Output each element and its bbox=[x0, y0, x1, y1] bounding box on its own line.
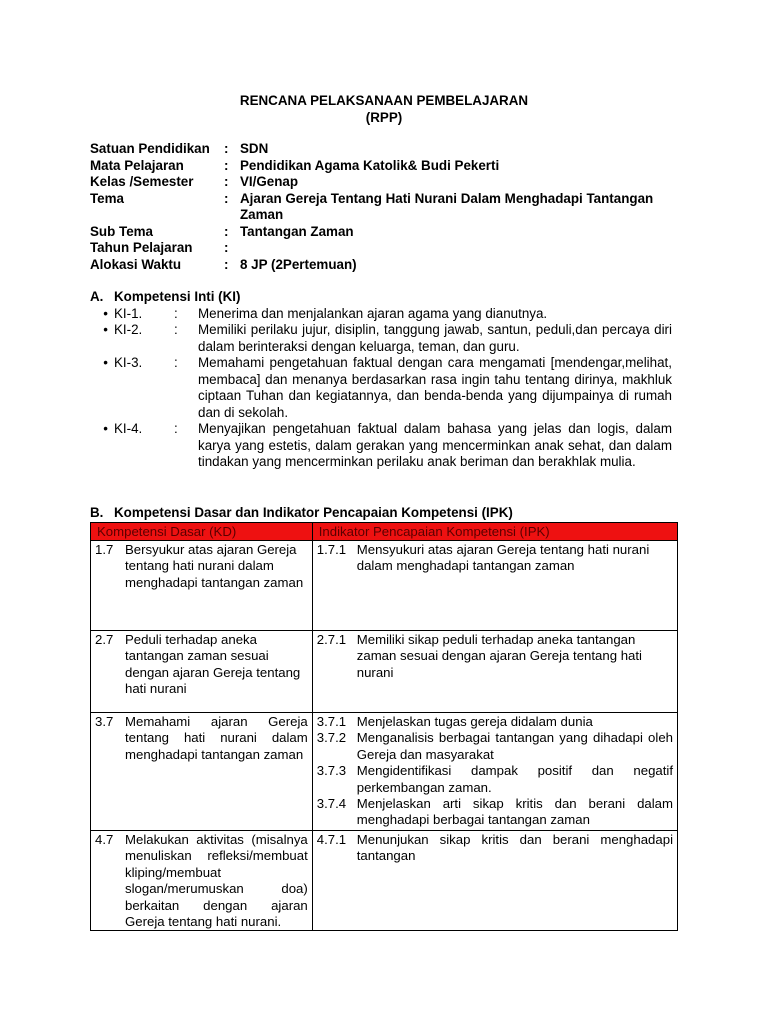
meta-value: SDN bbox=[240, 141, 269, 156]
section-title: Kompetensi Dasar dan Indikator Pencapaian Kompetensi (IPK) bbox=[114, 505, 513, 520]
meta-label: Tahun Pelajaran bbox=[90, 240, 193, 255]
ipk-number: 3.7.4 bbox=[316, 796, 347, 812]
kd-cell bbox=[91, 831, 313, 931]
meta-label: Mata Pelajaran bbox=[90, 157, 184, 173]
kd-number: 3.7 bbox=[95, 714, 114, 729]
section-title: Kompetensi Inti (KI) bbox=[114, 289, 241, 304]
ki-colon: : bbox=[174, 322, 178, 337]
title-line-2: (RPP) bbox=[365, 109, 403, 125]
table-row bbox=[91, 541, 678, 631]
meta-value bbox=[240, 240, 680, 257]
ki-item bbox=[90, 322, 680, 355]
meta-value: Tantangan Zaman bbox=[240, 223, 354, 239]
ipk-number: 4.7.1 bbox=[316, 832, 347, 847]
kd-number: 2.7 bbox=[95, 632, 114, 647]
meta-colon: : bbox=[224, 223, 229, 239]
ki-item bbox=[90, 306, 680, 323]
column-header-ipk: Indikator Pencapaian Kompetensi (IPK) bbox=[312, 523, 677, 541]
ki-text: Menyajikan pengetahuan faktual dalam bahasa yang jelas dan logis, dalam karya yang estetis, dalam gerakan yang mencerminkan anak sehat, dan dalam tindakan yang mencerminkan perilaku anak beriman dan berakhlak mulia. bbox=[198, 421, 672, 469]
ipk-cell bbox=[312, 541, 677, 631]
meta-colon: : bbox=[224, 256, 229, 272]
bullet-icon: • bbox=[103, 355, 108, 370]
meta-label: Satuan Pendidikan bbox=[90, 141, 210, 156]
meta-colon: : bbox=[224, 141, 229, 156]
ipk-number: 2.7.1 bbox=[316, 632, 347, 647]
ki-code: KI-2. bbox=[114, 322, 143, 337]
identity-block bbox=[90, 141, 690, 273]
table-row bbox=[91, 713, 678, 831]
ipk-cell bbox=[312, 831, 677, 931]
section-kompetensi-inti bbox=[90, 289, 680, 471]
meta-row-tema bbox=[90, 191, 690, 224]
table-row bbox=[91, 631, 678, 713]
meta-label: Kelas /Semester bbox=[90, 174, 194, 189]
meta-colon: : bbox=[224, 157, 229, 173]
ipk-number: 3.7.1 bbox=[316, 714, 347, 729]
document-title bbox=[0, 93, 768, 126]
meta-row-satuan bbox=[90, 141, 690, 158]
kd-ipk-table bbox=[90, 522, 678, 931]
kd-cell bbox=[91, 631, 313, 713]
ki-code: KI-4. bbox=[114, 421, 143, 436]
bullet-icon: • bbox=[103, 305, 108, 321]
kd-text: Bersyukur atas ajaran Gereja tentang hati nurani dalam menghadapi tantangan zaman bbox=[125, 542, 304, 590]
section-letter: A. bbox=[90, 289, 104, 304]
ki-item bbox=[90, 355, 680, 421]
meta-value: 8 JP (2Pertemuan) bbox=[240, 256, 357, 272]
ipk-number: 3.7.2 bbox=[316, 730, 347, 746]
ki-colon: : bbox=[174, 305, 178, 321]
section-letter: B. bbox=[90, 505, 104, 520]
ipk-text: Mensyukuri atas ajaran Gereja tentang hati nurani dalam menghadapi tantangan zaman bbox=[356, 542, 650, 574]
ipk-text: Menjelaskan arti sikap kritis dan berani dalam menghadapi berbagai tantangan zaman bbox=[356, 796, 673, 828]
ki-text: Memiliki perilaku jujur, disiplin, tanggung jawab, santun, peduli,dan percaya diri dalam berinteraksi dengan keluarga, teman, dan guru. bbox=[198, 322, 672, 354]
meta-colon: : bbox=[224, 174, 229, 189]
ipk-number: 1.7.1 bbox=[316, 542, 347, 557]
table-row bbox=[91, 831, 678, 931]
ki-text: Menerima dan menjalankan ajaran agama yang dianutnya. bbox=[198, 305, 548, 321]
kd-number: 1.7 bbox=[95, 542, 114, 557]
meta-row-kelas bbox=[90, 174, 690, 191]
kd-number: 4.7 bbox=[95, 832, 114, 847]
kd-cell bbox=[91, 713, 313, 831]
bullet-icon: • bbox=[103, 421, 108, 436]
ki-code: KI-1. bbox=[114, 305, 143, 321]
meta-row-subtema bbox=[90, 224, 690, 241]
kd-text: Melakukan aktivitas (misalnya menuliskan refleksi/membuat kliping/membuat slogan/merumuskan doa) berkaitan dengan ajaran Gereja tentang hati nurani. bbox=[125, 832, 308, 930]
ipk-text: Mengidentifikasi dampak positif dan negatif perkembangan zaman. bbox=[356, 763, 673, 795]
meta-label: Tema bbox=[90, 190, 124, 206]
meta-colon: : bbox=[224, 190, 229, 206]
ipk-text: Menjelaskan tugas gereja didalam dunia bbox=[356, 714, 593, 729]
meta-value: Ajaran Gereja Tentang Hati Nurani Dalam Menghadapi Tantangan Zaman bbox=[240, 190, 654, 222]
ipk-text: Memiliki sikap peduli terhadap aneka tantangan zaman sesuai dengan ajaran Gereja tentang hati nurani bbox=[356, 632, 642, 680]
section-a-heading bbox=[90, 289, 680, 306]
title-line-1: RENCANA PELAKSANAAN PEMBELAJARAN bbox=[239, 93, 529, 108]
ki-item bbox=[90, 421, 680, 471]
ipk-text: Menunjukan sikap kritis dan berani menghadapi tantangan bbox=[356, 832, 673, 864]
ki-text: Memahami pengetahuan faktual dengan cara mengamati [mendengar,melihat, membaca] dan menanya berdasarkan rasa ingin tahu tentang dirinya, makhluk ciptaan Tuhan dan kegiatannya, dan benda-benda yang dijumpainya di rumah dan di sekolah. bbox=[198, 355, 672, 420]
ipk-cell bbox=[312, 631, 677, 713]
kd-text: Memahami ajaran Gereja tentang hati nurani dalam menghadapi tantangan zaman bbox=[125, 714, 308, 762]
section-b-heading bbox=[90, 505, 680, 522]
meta-row-tahun bbox=[90, 240, 690, 257]
ki-code: KI-3. bbox=[114, 355, 143, 370]
column-header-kd: Kompetensi Dasar (KD) bbox=[91, 523, 313, 541]
meta-colon: : bbox=[224, 240, 229, 255]
ki-colon: : bbox=[174, 421, 178, 436]
meta-label: Alokasi Waktu bbox=[90, 256, 182, 272]
meta-label: Sub Tema bbox=[90, 223, 153, 239]
kd-text: Peduli terhadap aneka tantangan zaman sesuai dengan ajaran Gereja tentang hati nurani bbox=[125, 632, 301, 697]
ki-colon: : bbox=[174, 355, 178, 370]
table-header-row bbox=[91, 523, 678, 541]
meta-row-alokasi bbox=[90, 257, 690, 274]
ipk-number: 3.7.3 bbox=[316, 763, 347, 779]
meta-row-mapel bbox=[90, 158, 690, 175]
meta-value: VI/Genap bbox=[240, 174, 299, 189]
ipk-cell bbox=[312, 713, 677, 831]
meta-value: Pendidikan Agama Katolik& Budi Pekerti bbox=[240, 157, 500, 173]
ipk-text: Menganalisis berbagai tantangan yang dihadapi oleh Gereja dan masyarakat bbox=[356, 730, 673, 762]
bullet-icon: • bbox=[103, 322, 108, 337]
kd-cell bbox=[91, 541, 313, 631]
